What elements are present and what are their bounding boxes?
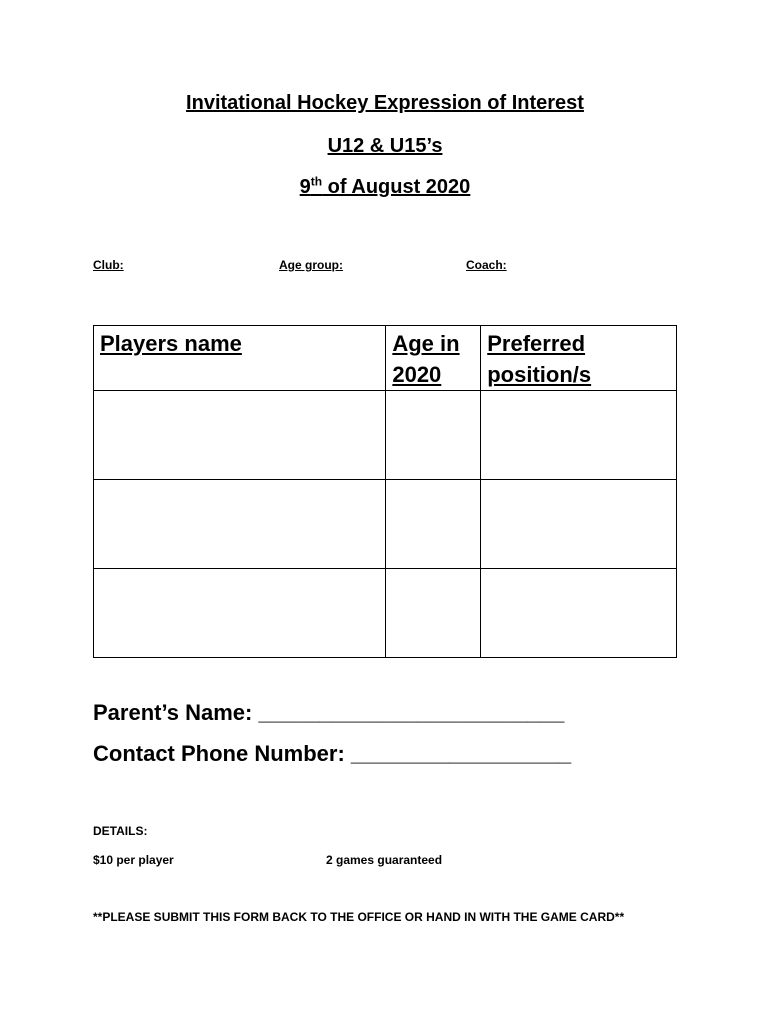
parent-name-label: Parent’s Name: [93, 700, 253, 725]
age-groups-heading: U12 & U15’s [327, 135, 443, 157]
price-text: $10 per player [93, 853, 174, 867]
player-age-cell[interactable] [386, 569, 481, 658]
date-day: 9 [299, 176, 311, 198]
games-text: 2 games guaranteed [326, 853, 443, 867]
table-row [94, 569, 677, 658]
player-position-cell[interactable] [481, 391, 677, 480]
date-rest: of August 2020 [322, 176, 471, 198]
player-name-cell[interactable] [94, 480, 386, 569]
table-row [94, 391, 677, 480]
player-age-cell[interactable] [386, 391, 481, 480]
players-table [93, 325, 677, 658]
player-position-cell[interactable] [481, 569, 677, 658]
form-title: Invitational Hockey Expression of Interest [186, 92, 584, 114]
parent-name-line [93, 700, 564, 726]
contact-phone-field[interactable]: __________________ [350, 741, 572, 766]
player-age-cell[interactable] [386, 480, 481, 569]
parent-name-field[interactable]: _________________________ [258, 700, 565, 725]
player-name-cell[interactable] [94, 569, 386, 658]
date-suffix: th [310, 174, 323, 189]
event-date [0, 176, 770, 199]
club-label: Club: [93, 258, 124, 272]
details-heading: DETAILS: [93, 824, 148, 838]
submit-notice: **PLEASE SUBMIT THIS FORM BACK TO THE OFFICE OR HAND IN WITH THE GAME CARD** [93, 910, 625, 924]
column-header-players-name: Players name [94, 326, 386, 391]
player-name-cell[interactable] [94, 391, 386, 480]
column-header-age: Age in 2020 [386, 326, 481, 391]
contact-phone-label: Contact Phone Number: [93, 741, 345, 766]
coach-label: Coach: [466, 258, 507, 272]
table-header-row [94, 326, 677, 391]
player-position-cell[interactable] [481, 480, 677, 569]
contact-phone-line [93, 741, 571, 767]
age-group-label: Age group: [279, 258, 343, 272]
table-row [94, 480, 677, 569]
column-header-position: Preferred position/s [481, 326, 677, 391]
